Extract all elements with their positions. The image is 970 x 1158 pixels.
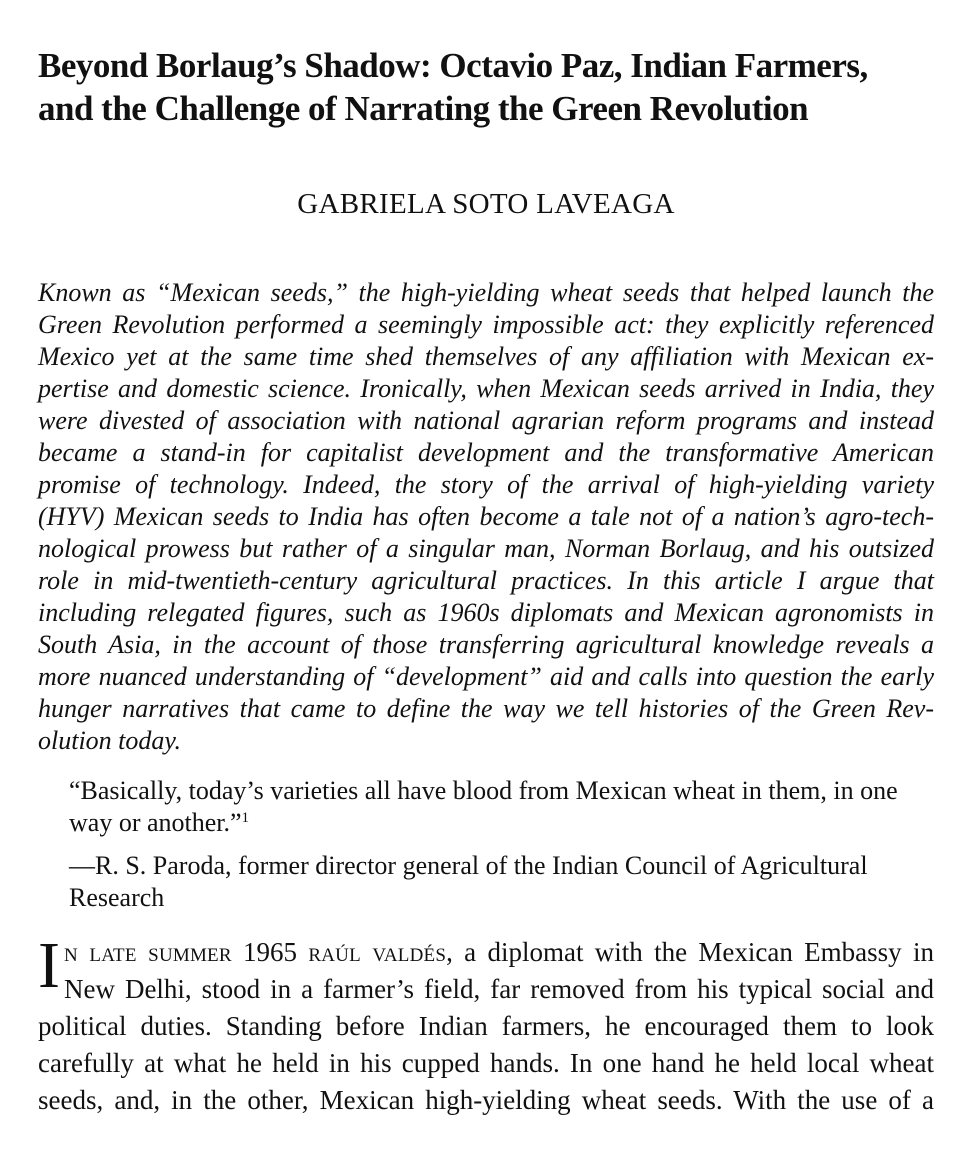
article-title — [38, 44, 934, 130]
abstract-line: promise of technology. Indeed, the story of the arrival of high-yielding variety — [38, 470, 934, 499]
footnote-marker[interactable]: 1 — [241, 810, 250, 826]
abstract-line: Green Revolution performed a seemingly impossible act: they explicitly referenced — [38, 310, 934, 339]
abstract-line: (HYV) Mexican seeds to India has often become a tale not of a nation’s agro-tech- — [38, 502, 934, 531]
epigraph-attribution: —R. S. Paroda, former director general of the Indian Council of Agricultural Research — [69, 851, 868, 912]
abstract-line: more nuanced understanding of “development” aid and calls into question the early — [38, 662, 934, 691]
epigraph-quote — [69, 775, 934, 839]
abstract-line: role in mid-twentieth-century agricultural practices. In this article I argue that — [38, 566, 934, 595]
author-name: GABRIELA SOTO LAVEAGA — [297, 188, 675, 220]
body-line: carefully at what he held in his cupped hands. In one hand he held local wheat — [38, 1048, 934, 1078]
diplomat-name: raúl valdés — [308, 937, 447, 967]
abstract-line: hunger narratives that came to define the way we tell histories of the Green Rev- — [38, 694, 934, 723]
opening-year: 1965 — [231, 937, 309, 967]
abstract-line: Known as “Mexican seeds,” the high-yielding wheat seeds that helped launch the — [38, 278, 934, 307]
body-line: New Delhi, stood in a farmer’s field, far removed from his typical social and — [63, 974, 934, 1004]
body-line: seeds, and, in the other, Mexican high-yielding wheat seeds. With the use of a — [38, 1085, 934, 1115]
epigraph-quote-text: “Basically, today’s varieties all have blood from Mexican wheat in them, in one way or another.” — [69, 776, 898, 837]
abstract-line: nological prowess but rather of a singular man, Norman Borlaug, and his outsized — [38, 534, 934, 563]
abstract-line: became a stand-in for capitalist development and the transformative American — [38, 438, 934, 467]
opening-smallcaps: n late summer — [63, 937, 232, 967]
abstract-line: olution today. — [38, 726, 181, 755]
article-page — [38, 0, 934, 1119]
abstract-line: pertise and domestic science. Ironically, when Mexican seeds arrived in India, they — [38, 374, 934, 403]
title-line: Beyond Borlaug’s Shadow: Octavio Paz, Indian Farmers, — [38, 46, 868, 85]
drop-cap: I — [38, 929, 60, 1002]
title-line: and the Challenge of Narrating the Green Revolution — [38, 89, 809, 128]
epigraph — [69, 775, 934, 914]
abstract-line: South Asia, in the account of those transferring agricultural knowledge reveals a — [38, 630, 934, 659]
abstract — [38, 277, 934, 757]
body-line — [38, 934, 934, 971]
abstract-line: Mexico yet at the same time shed themselves of any affiliation with Mexican ex- — [38, 342, 934, 371]
body-paragraph — [38, 929, 934, 1119]
body-line: political duties. Standing before Indian farmers, he encouraged them to look — [38, 1011, 934, 1041]
body-line-rest: , a diplomat with the Mexican Embassy in — [446, 937, 934, 967]
abstract-line: were divested of association with national agrarian reform programs and instead — [38, 406, 934, 435]
abstract-line: including relegated figures, such as 1960s diplomats and Mexican agronomists in — [38, 598, 934, 627]
